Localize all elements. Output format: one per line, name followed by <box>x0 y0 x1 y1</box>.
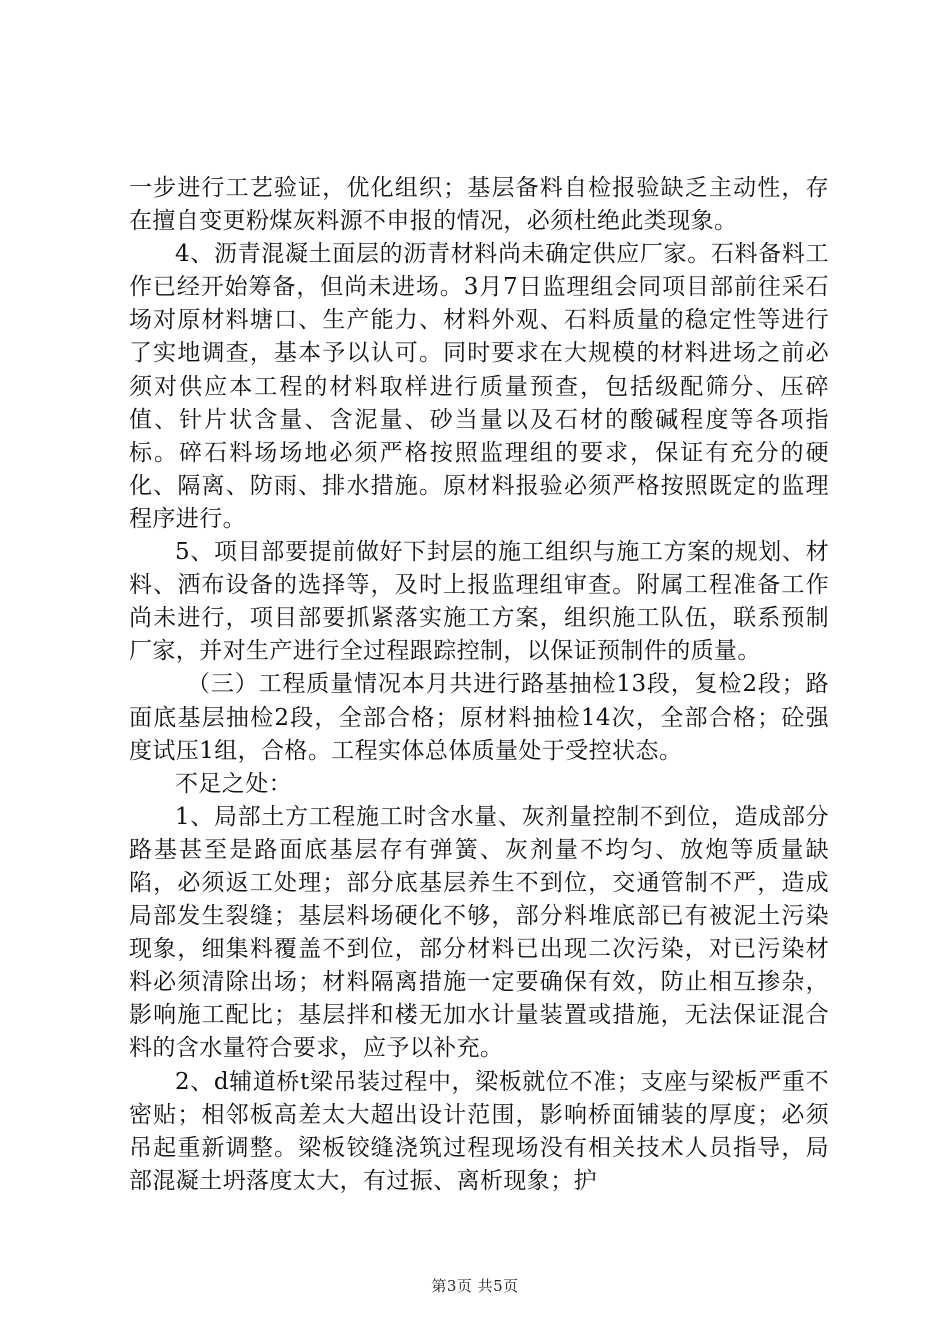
document-body <box>129 172 829 1198</box>
paragraph-shortcomings-heading: 不足之处： <box>175 770 292 797</box>
paragraph-shortcoming-2: 2、d辅道桥t梁吊装过程中，梁板就位不准；支座与梁板严重不密贴；相邻板高差太大超出设计范围，影响桥面铺装的厚度；必须吊起重新调整。梁板铰缝浇筑过程现场没有相关技术人员指导，局部混凝土坍落度太大，有过振、离析现象；护 <box>129 1068 829 1194</box>
paragraph-item-5: 5、项目部要提前做好下封层的施工组织与施工方案的规划、材料、洒布设备的选择等，及时上报监理组审查。附属工程准备工作尚未进行，项目部要抓紧落实施工方案，组织施工队伍，联系预制厂家，并对生产进行全过程跟踪控制，以保证预制件的质量。 <box>129 539 829 665</box>
page-number-footer: 第3页 共5页 <box>431 1277 519 1295</box>
paragraph-shortcoming-1: 1、局部土方工程施工时含水量、灰剂量控制不到位，造成部分路基甚至是路面底基层存有弹簧、灰剂量不均匀、放炮等质量缺陷，必须返工处理；部分底基层养生不到位，交通管制不严，造成局部发生裂缝；基层料场硬化不够，部分料堆底部已有被泥土污染现象，细集料覆盖不到位，部分材料已出现二次污染，对已污染材料必须清除出场；材料隔离措施一定要确保有效，防止相互掺杂，影响施工配比；基层拌和楼无加水计量装置或措施，无法保证混合料的含水量符合要求，应予以补充。 <box>129 803 829 1062</box>
paragraph-quality-status: （三）工程质量情况本月共进行路基抽检13段，复检2段；路面底基层抽检2段，全部合格；原材料抽检14次，全部合格；砼强度试压1组，合格。工程实体总体质量处于受控状态。 <box>129 671 829 764</box>
paragraph-continuation: 一步进行工艺验证，优化组织；基层备料自检报验缺乏主动性，存在擅自变更粉煤灰料源不申报的情况，必须杜绝此类现象。 <box>129 175 829 235</box>
paragraph-item-4: 4、沥青混凝土面层的沥青材料尚未确定供应厂家。石料备料工作已经开始筹备，但尚未进场。3月7日监理组会同项目部前往采石场对原材料塘口、生产能力、材料外观、石料质量的稳定性等进行了实地调查，基本予以认可。同时要求在大规模的材料进场之前必须对供应本工程的材料取样进行质量预查，包括级配筛分、压碎值、针片状含量、含泥量、砂当量以及石材的酸碱程度等各项指标。碎石料场场地必须严格按照监理组的要求，保证有充分的硬化、隔离、防雨、排水措施。原材料报验必须严格按照既定的监理程序进行。 <box>129 241 829 532</box>
